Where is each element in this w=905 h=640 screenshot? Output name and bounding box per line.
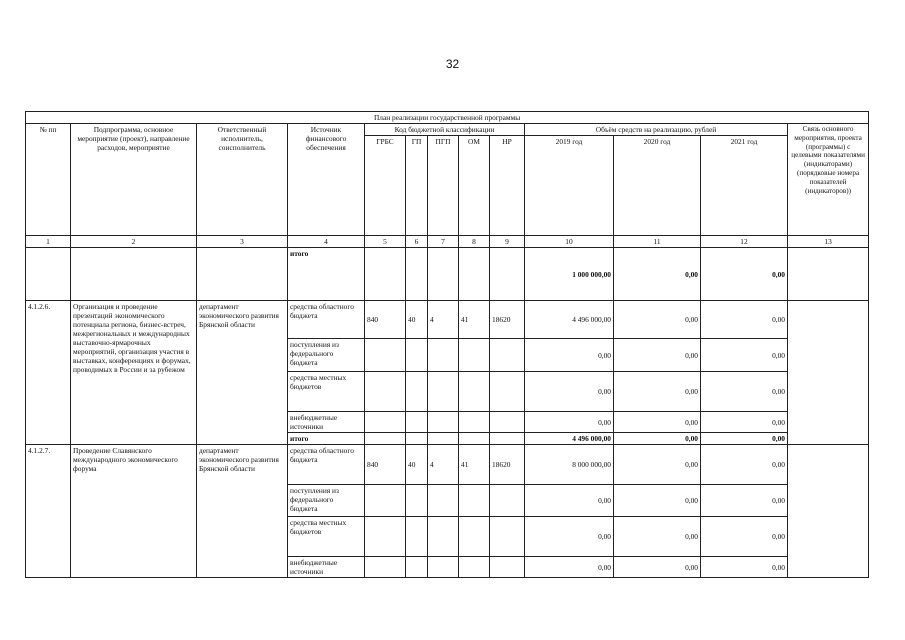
source-label: поступления из федерального бюджета — [288, 485, 365, 517]
col-pgp-header: ПГП — [428, 136, 459, 236]
measure-number: 4.1.2.7. — [26, 445, 71, 578]
plan-table — [25, 111, 869, 578]
amount-2020: 0,00 — [614, 485, 701, 517]
col-source-header: Источник финансового обеспечения — [288, 124, 365, 236]
amount-2021: 0,00 — [701, 485, 788, 517]
grbs-code: 840 — [365, 445, 406, 485]
total-2021: 0,00 — [701, 248, 788, 301]
pgp-code: 4 — [428, 445, 459, 485]
total-label: итого — [288, 433, 365, 445]
amount-2020: 0,00 — [614, 517, 701, 557]
source-label: средства областного бюджета — [288, 301, 365, 339]
col-volume-header: Объём средств на реализацию, рублей — [525, 124, 788, 136]
col-number: 3 — [197, 236, 288, 248]
amount-2020: 0,00 — [614, 339, 701, 372]
total-2019: 4 496 000,00 — [525, 433, 614, 445]
pgp-code: 4 — [428, 301, 459, 339]
total-2021: 0,00 — [701, 433, 788, 445]
col-2019-header: 2019 год — [525, 136, 614, 236]
amount-2021: 0,00 — [701, 517, 788, 557]
gp-code: 40 — [406, 445, 428, 485]
col-number: 11 — [614, 236, 701, 248]
amount-2019: 4 496 000,00 — [525, 301, 614, 339]
col-number: 5 — [365, 236, 406, 248]
grbs-code: 840 — [365, 301, 406, 339]
col-number: 2 — [71, 236, 197, 248]
measure-name: Организация и проведение презентаций экономического потенциала региона, бизнес-встреч, межрегиональных и международных выставочно-ярмарочных мероприятий, организация участия в выставках, конференциях и форумах, проводимых в России и за рубежом — [71, 301, 197, 445]
amount-2020: 0,00 — [614, 412, 701, 433]
col-number: 6 — [406, 236, 428, 248]
total-2019: 1 000 000,00 — [525, 248, 614, 301]
source-label: средства местных бюджетов — [288, 372, 365, 412]
amount-2019: 0,00 — [525, 485, 614, 517]
amount-2021: 0,00 — [701, 557, 788, 578]
top-total-row — [26, 248, 869, 301]
col-grbs-header: ГРБС — [365, 136, 406, 236]
amount-2020: 0,00 — [614, 372, 701, 412]
col-2020-header: 2020 год — [614, 136, 701, 236]
amount-2021: 0,00 — [701, 301, 788, 339]
table-row — [26, 301, 869, 339]
amount-2021: 0,00 — [701, 445, 788, 485]
col-link-header: Связь основного мероприятия, проекта (программы) с целевыми показателями (индикаторами) (порядковые номера показателей (индикаторов)) — [788, 124, 869, 236]
amount-2021: 0,00 — [701, 372, 788, 412]
total-2020: 0,00 — [614, 248, 701, 301]
header-row-groups — [26, 124, 869, 136]
gp-code: 40 — [406, 301, 428, 339]
column-numbers-row — [26, 236, 869, 248]
om-code: 41 — [459, 301, 490, 339]
source-label: средства местных бюджетов — [288, 517, 365, 557]
col-om-header: ОМ — [459, 136, 490, 236]
amount-2021: 0,00 — [701, 339, 788, 372]
nr-code: 18620 — [490, 301, 525, 339]
total-label: итого — [288, 248, 365, 301]
source-label: поступления из федерального бюджета — [288, 339, 365, 372]
col-number: 4 — [288, 236, 365, 248]
amount-2020: 0,00 — [614, 557, 701, 578]
amount-2019: 0,00 — [525, 412, 614, 433]
header-row-title — [26, 112, 869, 124]
col-gp-header: ГП — [406, 136, 428, 236]
amount-2019: 0,00 — [525, 557, 614, 578]
total-2020: 0,00 — [614, 433, 701, 445]
col-executor-header: Ответственный исполнитель, соисполнитель — [197, 124, 288, 236]
col-number: 7 — [428, 236, 459, 248]
measure-name: Проведение Славянского международного экономического форума — [71, 445, 197, 578]
measure-number: 4.1.2.6. — [26, 301, 71, 445]
col-number: 12 — [701, 236, 788, 248]
col-number: 10 — [525, 236, 614, 248]
amount-2021: 0,00 — [701, 412, 788, 433]
measure-executor: департамент экономического развития Брянской области — [197, 445, 288, 578]
amount-2019: 0,00 — [525, 517, 614, 557]
col-subprogram-header: Подпрограмма, основное мероприятие (проект), направление расходов, мероприятие — [71, 124, 197, 236]
source-label: внебюджетные источники — [288, 557, 365, 578]
source-label: средства областного бюджета — [288, 445, 365, 485]
om-code: 41 — [459, 445, 490, 485]
col-num-header: № пп — [26, 124, 71, 236]
measure-executor: департамент экономического развития Брянской области — [197, 301, 288, 445]
col-number: 1 — [26, 236, 71, 248]
col-2021-header: 2021 год — [701, 136, 788, 236]
amount-2019: 8 000 000,00 — [525, 445, 614, 485]
amount-2019: 0,00 — [525, 372, 614, 412]
amount-2020: 0,00 — [614, 445, 701, 485]
amount-2019: 0,00 — [525, 339, 614, 372]
amount-2020: 0,00 — [614, 301, 701, 339]
col-number: 8 — [459, 236, 490, 248]
nr-code: 18620 — [490, 445, 525, 485]
page-number: 32 — [445, 57, 460, 71]
plan-title: План реализации государственной программы — [26, 112, 869, 124]
col-number: 13 — [788, 236, 869, 248]
col-number: 9 — [490, 236, 525, 248]
table-row — [26, 445, 869, 485]
col-nr-header: НР — [490, 136, 525, 236]
source-label: внебюджетные источники — [288, 412, 365, 433]
col-budget-code-header: Код бюджетной классификации — [365, 124, 525, 136]
